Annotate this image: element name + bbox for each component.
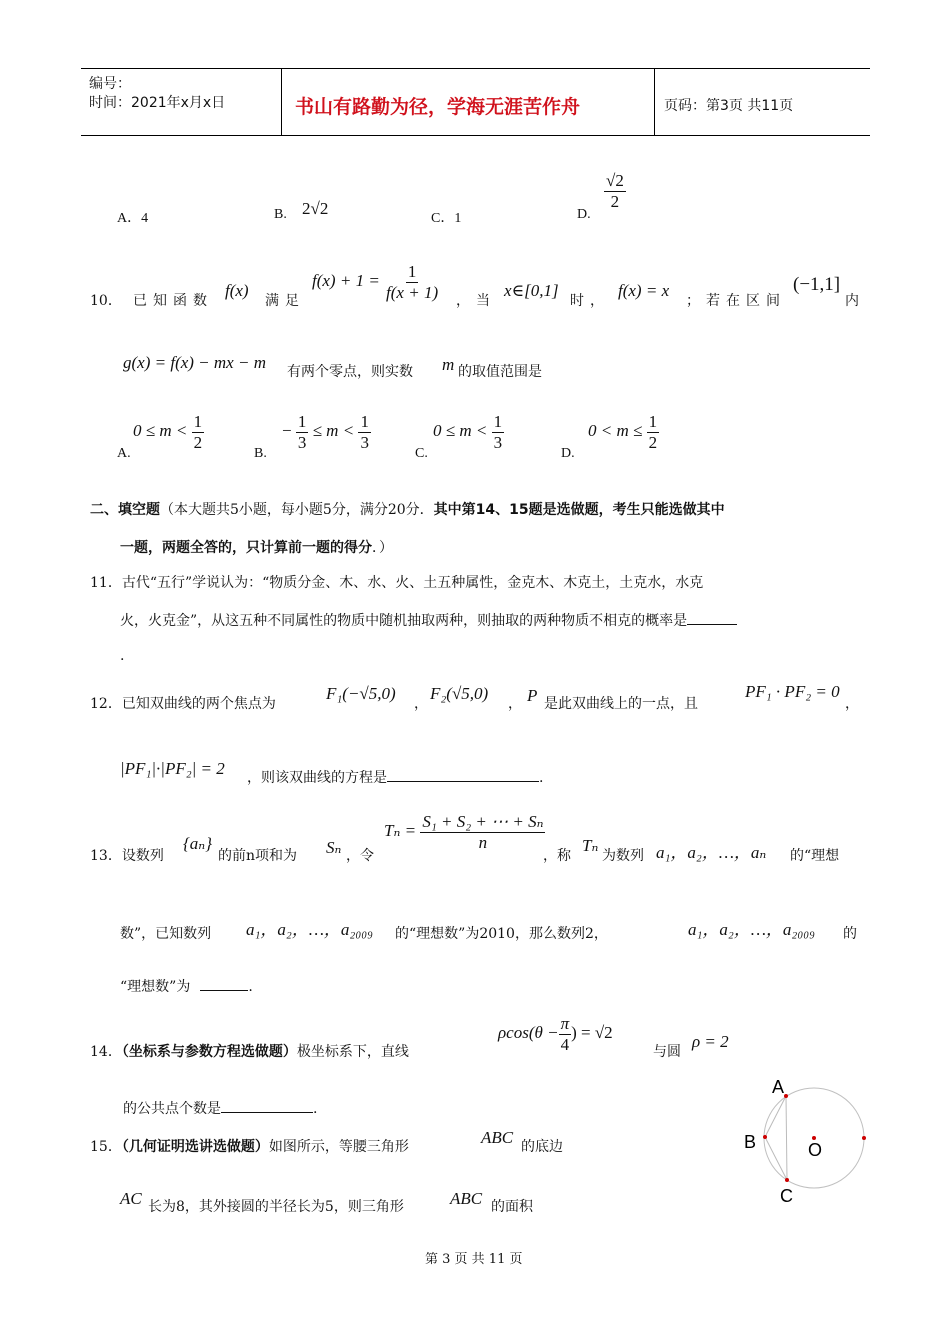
q10-m: m	[442, 355, 455, 374]
frac-denominator: 3	[360, 432, 369, 452]
q12-text: ，	[414, 696, 428, 712]
frac-denominator: 2	[610, 191, 620, 211]
frac-denominator: f(x + 1)	[386, 282, 439, 302]
q14-text: 与圆	[653, 1044, 681, 1060]
motto: 书山有路勤为径，学海无涯苦作舟	[295, 96, 581, 118]
point-d	[862, 1136, 866, 1140]
section2-line1	[90, 499, 725, 519]
section-title: 二、填空题	[90, 502, 160, 518]
q14-text: .	[313, 1101, 318, 1117]
q10-text: 满足	[265, 293, 305, 309]
header-top-rule	[81, 68, 870, 69]
q10-text: 时，	[570, 293, 610, 309]
q10-g-expr: g(x) = f(x) − mx − m	[123, 353, 266, 372]
q15-text: 如图所示，等腰三角形	[268, 1139, 409, 1155]
q15-abc: ABC	[481, 1128, 514, 1147]
label-a: A	[772, 1077, 785, 1097]
header-divider	[654, 68, 655, 136]
q10-fx-eq: f(x) = x	[618, 281, 670, 300]
q15-text: 的面积	[491, 1199, 533, 1215]
q9-option-d-label: D.	[577, 207, 591, 222]
edge-ac	[786, 1096, 787, 1180]
frac-numerator: 1	[407, 262, 417, 281]
frac-denominator: 3	[297, 432, 307, 452]
q12-dot-product: PF₁ · PF₂ = 0	[745, 682, 840, 701]
answer-blank	[687, 610, 737, 625]
q12-text: 12．已知双曲线的两个焦点为	[90, 696, 276, 712]
q14-line2	[123, 1098, 317, 1118]
eq-part: ρcos(θ −	[498, 1022, 559, 1042]
q13-seq3: a₁，a₂，…，a₂₀₀₉	[688, 920, 816, 939]
q12-f1: F₁(−√5,0)	[326, 684, 396, 703]
frac-numerator: 1	[297, 412, 307, 431]
frac-numerator: 1	[360, 412, 369, 431]
q10-fx: f(x)	[225, 281, 249, 300]
q10-interval: (−1,1]	[793, 274, 841, 295]
q11-line2	[120, 610, 737, 630]
q14-circle-eq: ρ = 2	[692, 1032, 729, 1051]
q10-text: 内	[845, 293, 859, 309]
q15-abc: ABC	[450, 1189, 483, 1208]
frac-denominator: 2	[648, 432, 658, 452]
q10-option-d	[588, 412, 659, 452]
serial-label: 编号：	[89, 76, 131, 92]
q14-number: 14．	[90, 1044, 122, 1060]
q15-tag: （几何证明选讲选做题）	[121, 1139, 269, 1155]
q9-option-a: A．4	[117, 211, 149, 226]
eq-part: ) = √2	[571, 1022, 613, 1042]
q10-text: 已知函数	[133, 293, 213, 309]
q12-text: 是此双曲线上的一点，且	[544, 696, 698, 712]
q10-condition: x∈[0,1]	[504, 281, 559, 300]
q13-line3: “理想数”为 .	[120, 976, 253, 996]
q13-text: ，称	[543, 848, 571, 864]
q11-line1: 11．古代“五行”学说认为：“物质分金、木、水、火、土五种属性，金克木、木克土，土克水，水克	[90, 575, 704, 591]
q9-option-c: C．1	[431, 211, 462, 226]
q13-text: 13．设数列	[90, 848, 164, 864]
edge-ab	[765, 1096, 786, 1137]
q12-line2	[247, 767, 543, 787]
q10-text: ，当	[456, 293, 496, 309]
q12-text: ，	[508, 696, 522, 712]
frac-numerator: 1	[648, 412, 658, 431]
frac-denominator: 4	[560, 1034, 570, 1054]
q12-text: ，	[845, 696, 859, 712]
point-b	[763, 1135, 767, 1139]
frac-denominator: n	[478, 832, 488, 852]
q10-equation	[312, 262, 440, 302]
q13-text: ，令	[346, 848, 374, 864]
q13-seq: a₁，a₂，…，aₙ	[656, 843, 767, 862]
header-bottom-rule	[81, 135, 870, 136]
q15-figure	[735, 1070, 875, 1210]
footer-page-number: 第 3 页 共 11 页	[425, 1252, 523, 1267]
frac-numerator: 1	[493, 412, 503, 431]
frac-numerator: 1	[193, 412, 203, 431]
section-text-bold: 其中第14、15题是选做题，考生只能选做其中	[433, 502, 725, 518]
q12-p: P	[527, 686, 538, 705]
q11-line3: .	[120, 648, 125, 664]
q9-option-b-expr: 2√2	[302, 199, 329, 218]
q9-option-d-frac	[604, 171, 626, 211]
q10-option-a-label: A.	[117, 446, 131, 461]
point-a	[784, 1094, 788, 1098]
section2-line2	[120, 537, 393, 557]
q13-text: 数”，已知数列	[120, 926, 212, 942]
page-label: 页码：第3页 共11页	[664, 98, 794, 114]
q15-line1	[90, 1136, 409, 1156]
date-label: 时间：2021年x月x日	[89, 95, 226, 111]
label-b: B	[744, 1132, 757, 1152]
q13-an: {aₙ}	[183, 834, 212, 853]
q13-sn: Sₙ	[326, 838, 342, 857]
q14-line-eq	[498, 1014, 613, 1054]
q11-text: 火，火克金”，从这五种不同属性的物质中随机抽取两种，则抽取的两种物质不相克的概率是	[120, 613, 688, 629]
q12-text: ，则该双曲线的方程是	[247, 770, 387, 786]
q13-tn: Tₙ	[582, 836, 599, 855]
opt-text: −	[282, 420, 292, 440]
eq-lhs: f(x) + 1 =	[312, 270, 380, 290]
q10-option-c-label: C.	[415, 446, 428, 461]
q13-text: 的前n项和为	[218, 848, 298, 864]
frac-numerator: S₁ + S₂ + ⋯ + Sₙ	[422, 812, 544, 831]
opt-text: 0 ≤ m <	[133, 420, 188, 440]
answer-blank	[221, 1098, 313, 1113]
q10-number: 10．	[90, 293, 122, 309]
q10-option-b	[282, 412, 371, 452]
label-o: O	[808, 1140, 823, 1160]
q13-text: 的“理想数”为2010，那么数列2，	[395, 926, 608, 942]
q14-text: 极坐标系下，直线	[296, 1044, 409, 1060]
q13-seq2: a₁，a₂，…，a₂₀₀₉	[246, 920, 374, 939]
section-text: ．）	[372, 540, 393, 556]
q10-text: 的取值范围是	[458, 364, 542, 380]
frac-numerator: √2	[606, 171, 624, 190]
answer-blank	[387, 767, 539, 782]
q12-text: .	[539, 770, 544, 786]
q12-product: |PF₁|·|PF₂| = 2	[120, 759, 225, 778]
answer-blank	[200, 976, 248, 991]
header-divider	[281, 68, 282, 136]
q10-option-b-label: B.	[254, 446, 267, 461]
q10-option-c	[433, 412, 504, 452]
frac-denominator: 2	[193, 432, 203, 452]
q15-number: 15．	[90, 1139, 122, 1155]
frac-denominator: 3	[493, 432, 503, 452]
q12-f2: F₂(√5,0)	[430, 684, 489, 703]
q15-text: 长为8，其外接圆的半径长为5，则三角形	[148, 1199, 404, 1215]
q14-text: 的公共点个数是	[123, 1101, 221, 1117]
q13-tn-def	[384, 812, 545, 852]
q14-line1	[90, 1041, 409, 1061]
q13-text: 的“理想	[790, 848, 840, 864]
label-c: C	[780, 1186, 793, 1206]
opt-text: 0 < m ≤	[588, 420, 643, 440]
q13-text: 的	[843, 926, 857, 942]
opt-text: ≤ m <	[312, 420, 355, 440]
q10-option-d-label: D.	[561, 446, 575, 461]
section-text-bold: 一题，两题全答的，只计算前一题的得分	[120, 540, 372, 556]
q13-text: 为数列	[602, 848, 644, 864]
opt-text: 0 ≤ m <	[433, 420, 488, 440]
q10-option-a	[133, 412, 204, 452]
q10-text: 有两个零点，则实数	[287, 364, 413, 380]
q15-text: 的底边	[521, 1139, 563, 1155]
q13-text: “理想数”为	[120, 979, 191, 995]
q14-tag: （坐标系与参数方程选做题）	[121, 1044, 297, 1060]
tn-lhs: Tₙ =	[384, 820, 417, 840]
q10-text: ；若在区间	[686, 293, 786, 309]
section-text: （本大题共5小题，每小题5分，满分20分．	[160, 502, 434, 518]
point-c	[785, 1178, 789, 1182]
q9-option-b-label: B.	[274, 207, 287, 222]
q15-ac: AC	[120, 1189, 142, 1208]
frac-numerator: π	[560, 1014, 570, 1033]
